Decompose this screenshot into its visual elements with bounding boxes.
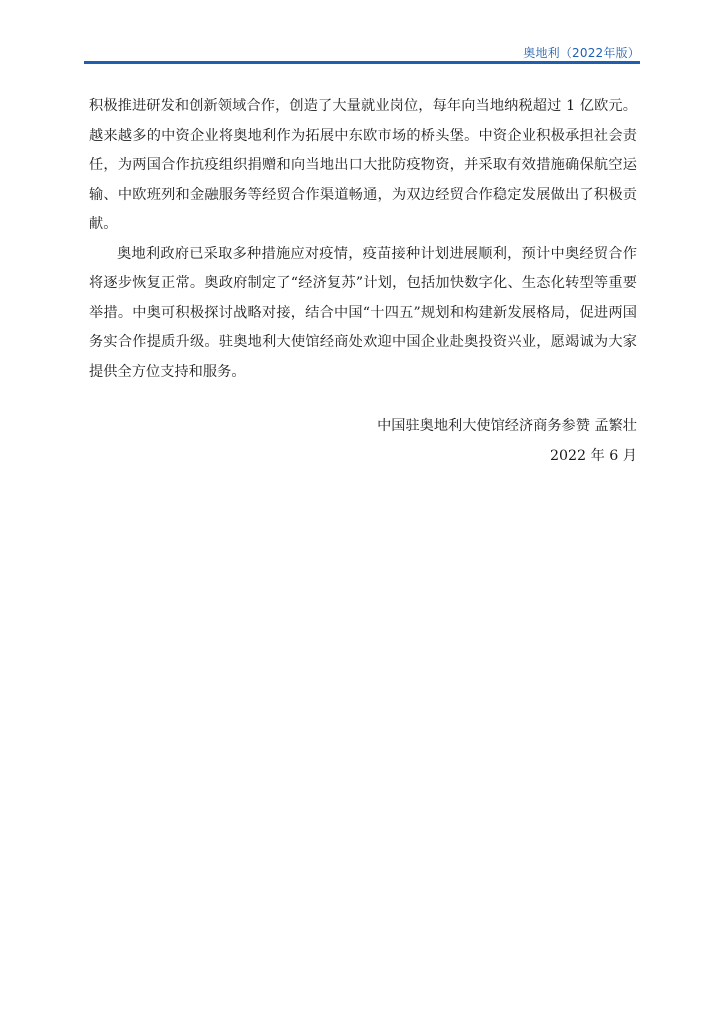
signature-date: 2022 年 6 月 — [549, 447, 637, 464]
signature-author: 中国驻奥地利大使馆经济商务参赞 孟繁壮 — [377, 418, 637, 434]
paragraph: 奥地利政府已采取多种措施应对疫情，疫苗接种计划进展顺利，预计中奥经贸合作将逐步恢复正常。奥政府制定了“经济复苏”计划，包括加快数字化、生态化转型等重要举措。中奥可积极探讨战略对接，结合中国“十四五”规划和构建新发展格局，促进两国务实合作提质升级。驻奥地利大使馆经商处欢迎中国企业赴奥投资兴业，愿竭诚为大家提供全方位支持和服务。 — [89, 245, 637, 380]
header-title: 奥地利（2022年版） — [523, 46, 640, 60]
page-header — [84, 42, 640, 64]
document-body — [89, 92, 637, 387]
header-divider — [84, 61, 640, 64]
signature-block — [89, 412, 637, 471]
paragraph-continued: 积极推进研发和创新领域合作，创造了大量就业岗位，每年向当地纳税超过 1 亿欧元。越来越多的中资企业将奥地利作为拓展中东欧市场的桥头堡。中资企业积极承担社会责任，为两国合作抗疫组织捐赠和向当地出口大批防疫物资，并采取有效措施确保航空运输、中欧班列和金融服务等经贸合作渠道畅通，为双边经贸合作稳定发展做出了积极贡献。 — [89, 98, 637, 232]
